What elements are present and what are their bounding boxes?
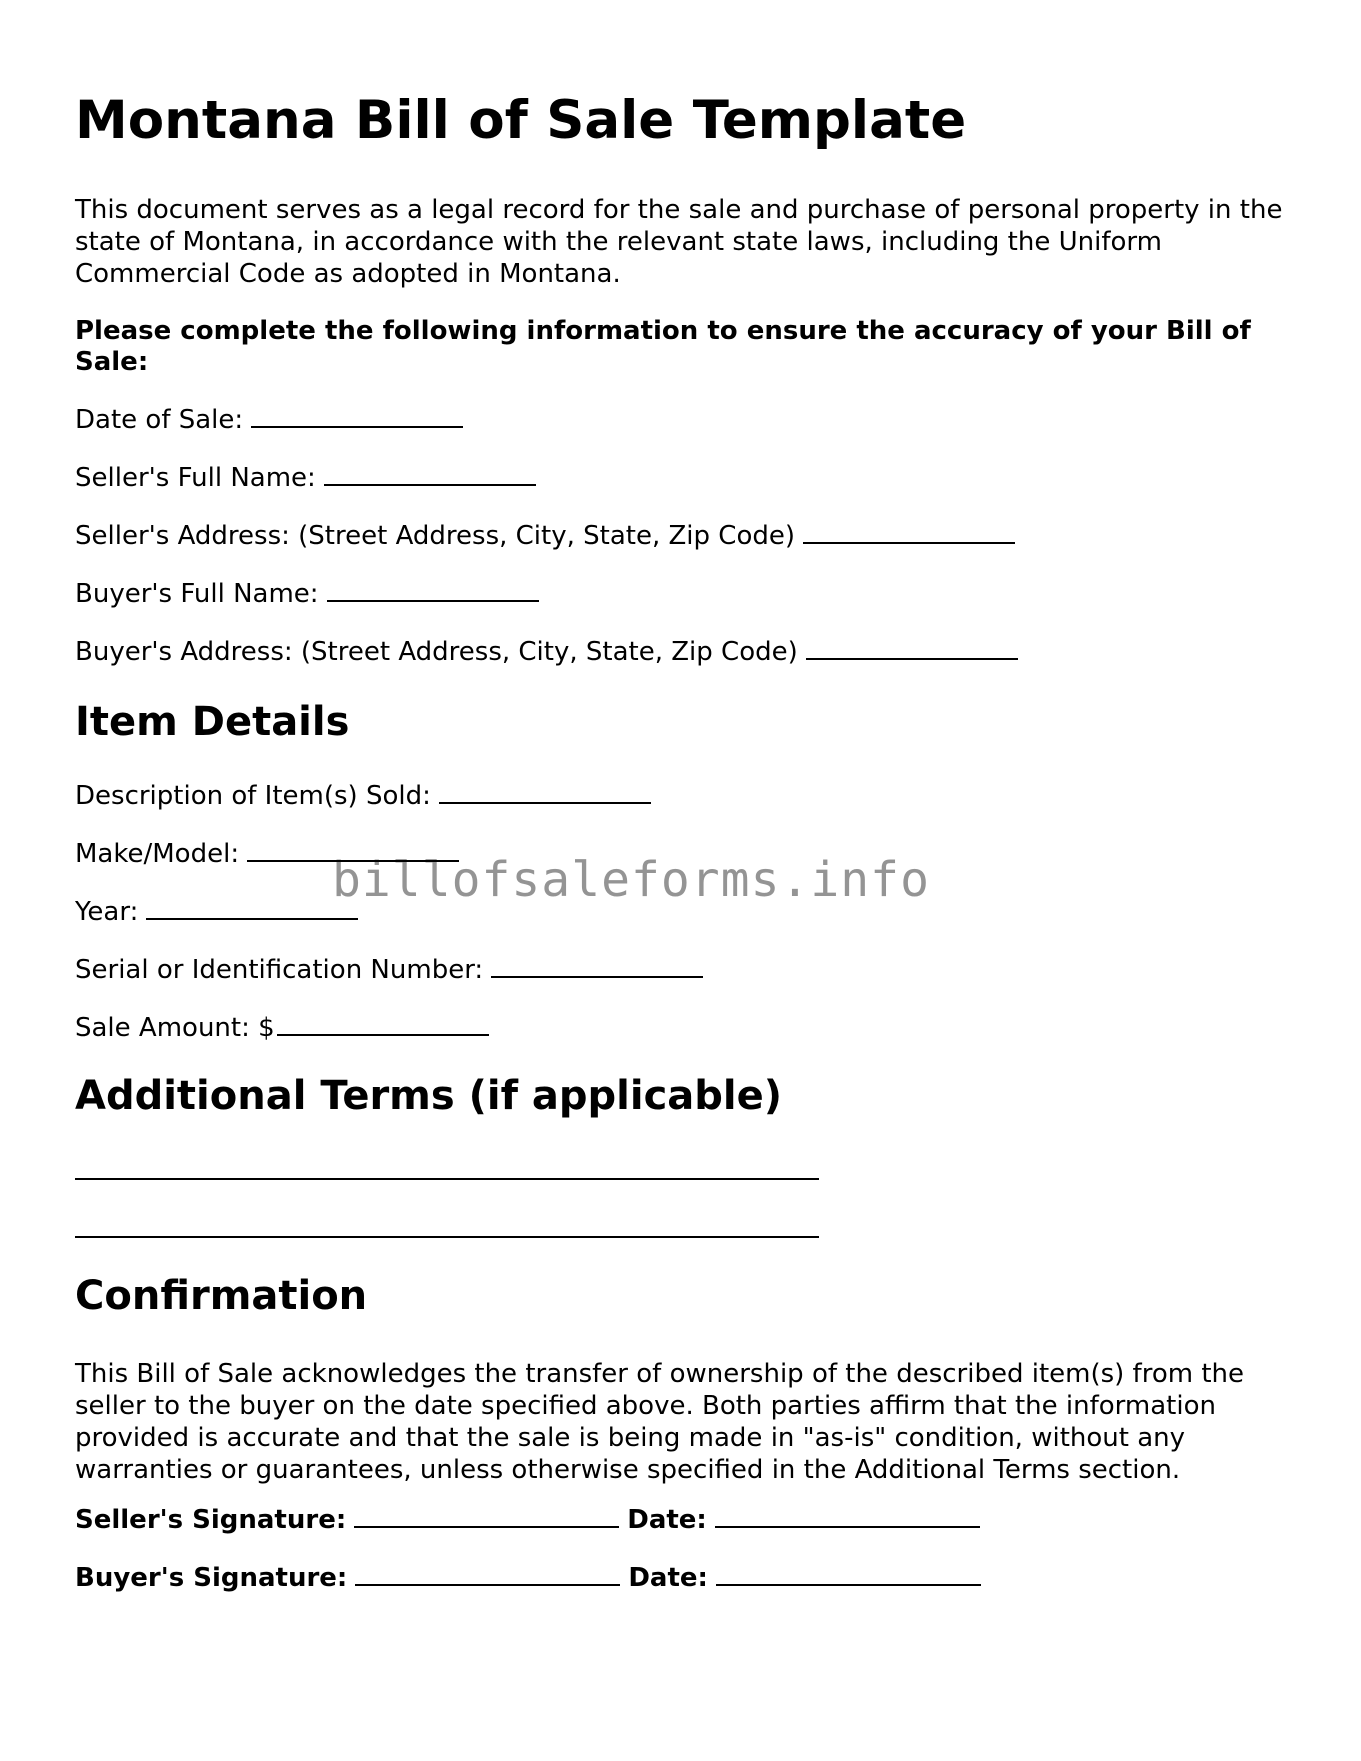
buyer-name-field <box>75 578 539 610</box>
seller-name-blank[interactable] <box>324 464 536 486</box>
description-field <box>75 780 651 812</box>
serial-number-field <box>75 954 703 986</box>
seller-address-label: Seller's Address: (Street Address, City, State, Zip Code) <box>75 521 795 551</box>
item-details-heading: Item Details <box>75 699 350 745</box>
buyer-name-blank[interactable] <box>327 580 539 602</box>
date-of-sale-blank[interactable] <box>251 406 463 428</box>
seller-name-label: Seller's Full Name: <box>75 463 316 493</box>
sale-amount-field <box>75 1012 489 1044</box>
buyer-signature-row <box>75 1562 989 1594</box>
make-model-blank[interactable] <box>247 840 459 862</box>
buyer-address-label: Buyer's Address: (Street Address, City, State, Zip Code) <box>75 637 798 667</box>
year-label: Year: <box>75 897 139 927</box>
page-title: Montana Bill of Sale Template <box>75 90 967 151</box>
seller-signature-blank[interactable] <box>354 1506 619 1528</box>
sale-amount-label: Sale Amount: $ <box>75 1013 275 1043</box>
description-blank[interactable] <box>439 782 651 804</box>
description-label: Description of Item(s) Sold: <box>75 781 431 811</box>
instruction-text: Please complete the following information to ensure the accuracy of your Bill of Sale: <box>75 316 1251 377</box>
additional-terms-line-1[interactable] <box>75 1178 819 1180</box>
buyer-date-blank[interactable] <box>716 1564 981 1586</box>
make-model-label: Make/Model: <box>75 839 240 869</box>
additional-terms-line-2[interactable] <box>75 1236 819 1238</box>
make-model-field <box>75 838 459 870</box>
seller-date-blank[interactable] <box>715 1506 980 1528</box>
seller-address-blank[interactable] <box>803 522 1015 544</box>
intro-paragraph: This document serves as a legal record for the sale and purchase of personal property in the state of Montana, in accordance with the relevant state laws, including the Uniform Commercial Code as adopted in Montana. <box>75 195 1283 289</box>
seller-address-field <box>75 520 1015 552</box>
watermark-text: billofsaleforms.info <box>332 852 930 908</box>
seller-date-label: Date: <box>627 1505 707 1535</box>
seller-name-field <box>75 462 536 494</box>
buyer-signature-blank[interactable] <box>355 1564 620 1586</box>
date-of-sale-field <box>75 404 463 436</box>
additional-terms-heading: Additional Terms (if applicable) <box>75 1073 783 1119</box>
seller-signature-row <box>75 1504 988 1536</box>
seller-signature-label: Seller's Signature: <box>75 1505 347 1535</box>
serial-number-label: Serial or Identification Number: <box>75 955 484 985</box>
buyer-address-blank[interactable] <box>806 638 1018 660</box>
buyer-signature-label: Buyer's Signature: <box>75 1563 348 1593</box>
year-field <box>75 896 358 928</box>
year-blank[interactable] <box>146 898 358 920</box>
confirmation-heading: Confirmation <box>75 1273 368 1319</box>
buyer-name-label: Buyer's Full Name: <box>75 579 319 609</box>
serial-number-blank[interactable] <box>491 956 703 978</box>
buyer-address-field <box>75 636 1018 668</box>
confirmation-paragraph: This Bill of Sale acknowledges the transfer of ownership of the described item(s) from the seller to the buyer on the date specified above. Both parties affirm that the information provided is accurate and that the sale is being made in "as-is" condition, without any warranties or guarantees, unless otherwise specified in the Additional Terms section. <box>75 1359 1244 1485</box>
buyer-date-label: Date: <box>628 1563 708 1593</box>
date-of-sale-label: Date of Sale: <box>75 405 244 435</box>
sale-amount-blank[interactable] <box>277 1014 489 1036</box>
